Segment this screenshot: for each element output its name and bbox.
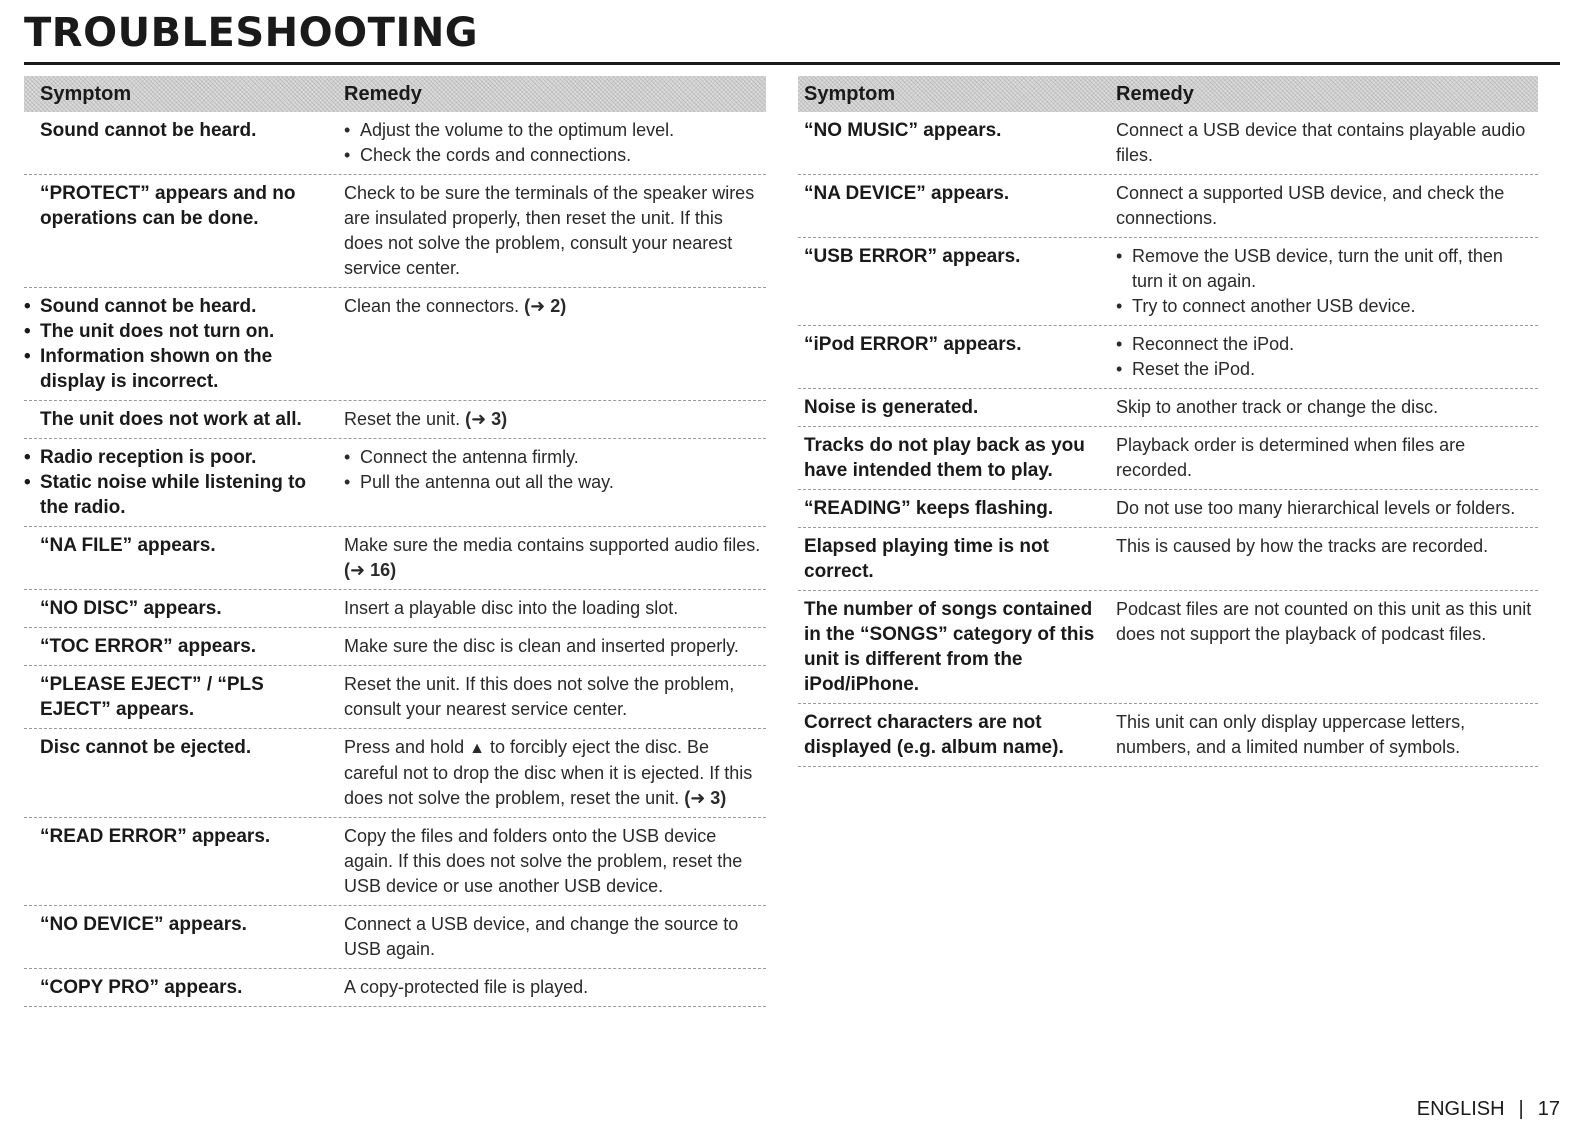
symptom-cell: “PLEASE EJECT” / “PLS EJECT” appears.: [40, 674, 264, 720]
remedy-cell: [342, 533, 766, 583]
table-row: [24, 729, 766, 818]
table-row: [24, 527, 766, 590]
remedy-item: • Check the cords and connections.: [344, 143, 766, 168]
table-row: [798, 591, 1538, 704]
table-row: [798, 175, 1538, 238]
remedy-cell: Connect a supported USB device, and check the connections.: [1116, 183, 1505, 228]
troubleshooting-table-left: [24, 76, 766, 1007]
symptom-header: Symptom: [804, 82, 896, 105]
symptom-item: • Radio reception is poor.: [24, 445, 334, 470]
remedy-cell: Connect a USB device, and change the source to USB again.: [344, 914, 739, 959]
page-reference: (➜ 16): [344, 560, 397, 580]
table-row: [24, 628, 766, 666]
table-header: [798, 76, 1538, 112]
symptom-cell: “iPod ERROR” appears.: [804, 334, 1022, 355]
symptom-cell: “USB ERROR” appears.: [804, 246, 1021, 267]
table-row: [24, 590, 766, 628]
remedy-header: Remedy: [344, 82, 422, 105]
symptom-cell: Disc cannot be ejected.: [40, 737, 252, 758]
remedy-item: • Try to connect another USB device.: [1116, 294, 1538, 319]
remedy-cell: [342, 407, 766, 432]
remedy-cell: [1114, 332, 1538, 382]
remedy-item: • Remove the USB device, turn the unit off, then turn it on again.: [1116, 244, 1538, 294]
symptom-cell: “NO DISC” appears.: [40, 598, 222, 619]
remedy-cell: Podcast files are not counted on this unit as this unit does not support the playback of podcast files.: [1116, 599, 1532, 644]
table-row: [798, 238, 1538, 326]
remedy-cell: Connect a USB device that contains playable audio files.: [1116, 120, 1526, 165]
table-row: [24, 906, 766, 969]
remedy-cell: This unit can only display uppercase letters, numbers, and a limited number of symbols.: [1116, 712, 1466, 757]
symptom-item: • The unit does not turn on.: [24, 319, 334, 344]
remedy-cell: Insert a playable disc into the loading slot.: [344, 598, 679, 618]
remedy-item: • Adjust the volume to the optimum level.: [344, 118, 766, 143]
symptom-cell: “NO MUSIC” appears.: [804, 120, 1002, 141]
remedy-text: to forcibly eject the disc. Be careful not to drop the disc when it is ejected. If this does not solve the problem, reset the unit.: [344, 737, 753, 808]
symptom-cell: Correct characters are not displayed (e.g. album name).: [804, 712, 1064, 758]
remedy-cell: Skip to another track or change the disc.: [1116, 397, 1439, 417]
symptom-cell: The unit does not work at all.: [40, 409, 302, 430]
remedy-cell: This is caused by how the tracks are recorded.: [1116, 536, 1489, 556]
page-footer: [1417, 1098, 1560, 1121]
remedy-cell: [342, 118, 766, 168]
remedy-cell: Copy the files and folders onto the USB device again. If this does not solve the problem, reset the USB device or use another USB device.: [344, 826, 743, 896]
remedy-cell: Do not use too many hierarchical levels or folders.: [1116, 498, 1516, 518]
table-row: [798, 389, 1538, 427]
symptom-cell: [24, 445, 342, 520]
table-header: [24, 76, 766, 112]
table-row: [24, 175, 766, 288]
symptom-cell: “COPY PRO” appears.: [40, 977, 243, 998]
remedy-cell: Reset the unit. If this does not solve the problem, consult your nearest service center.: [344, 674, 735, 719]
symptom-cell: Sound cannot be heard.: [40, 120, 257, 141]
table-row: [24, 112, 766, 175]
symptom-cell: The number of songs contained in the “SONGS” category of this unit is different from the iPod/iPhone.: [804, 599, 1095, 695]
table-row: [798, 112, 1538, 175]
table-row: [24, 969, 766, 1007]
eject-icon: ▲: [469, 740, 485, 757]
table-row: [24, 401, 766, 439]
symptom-cell: Tracks do not play back as you have intended them to play.: [804, 435, 1085, 481]
symptom-cell: “NO DEVICE” appears.: [40, 914, 247, 935]
symptom-cell: “READING” keeps flashing.: [804, 498, 1054, 519]
symptom-cell: “NA FILE” appears.: [40, 535, 216, 556]
remedy-text: Press and hold: [344, 737, 465, 757]
table-row: [24, 288, 766, 401]
symptom-header: Symptom: [40, 82, 132, 105]
table-row: [798, 528, 1538, 591]
remedy-cell: Check to be sure the terminals of the speaker wires are insulated properly, then reset the unit. If this does not solve the problem, consult your nearest service center.: [344, 183, 755, 278]
symptom-cell: [24, 294, 342, 394]
symptom-cell: “PROTECT” appears and no operations can be done.: [40, 183, 296, 229]
page-reference: (➜ 2): [524, 296, 567, 316]
remedy-cell: Make sure the disc is clean and inserted properly.: [344, 636, 739, 656]
title-rule: [24, 62, 1560, 65]
remedy-text: Make sure the media contains supported audio files.: [344, 535, 761, 555]
footer-separator: |: [1518, 1098, 1524, 1120]
page-title: TROUBLESHOOTING: [24, 10, 479, 56]
remedy-cell: [1114, 244, 1538, 319]
remedy-cell: [342, 735, 766, 811]
symptom-cell: “NA DEVICE” appears.: [804, 183, 1010, 204]
remedy-cell: Playback order is determined when files are recorded.: [1116, 435, 1466, 480]
troubleshooting-table-right: [798, 76, 1538, 767]
symptom-cell: “READ ERROR” appears.: [40, 826, 271, 847]
remedy-header: Remedy: [1116, 82, 1194, 105]
table-row: [798, 490, 1538, 528]
footer-language: ENGLISH: [1416, 1098, 1505, 1120]
remedy-item: • Reset the iPod.: [1116, 357, 1538, 382]
remedy-cell: A copy-protected file is played.: [344, 977, 589, 997]
remedy-item: • Pull the antenna out all the way.: [344, 470, 766, 495]
symptom-cell: “TOC ERROR” appears.: [40, 636, 257, 657]
symptom-item: • Sound cannot be heard.: [24, 294, 334, 319]
table-row: [798, 427, 1538, 490]
remedy-item: • Reconnect the iPod.: [1116, 332, 1538, 357]
symptom-cell: Elapsed playing time is not correct.: [804, 536, 1049, 582]
remedy-text: Clean the connectors.: [344, 296, 520, 316]
page-number: 17: [1537, 1098, 1560, 1120]
remedy-cell: [342, 294, 766, 319]
symptom-cell: Noise is generated.: [804, 397, 979, 418]
page-reference: (➜ 3): [684, 788, 727, 808]
table-row: [24, 666, 766, 729]
table-row: [24, 439, 766, 527]
remedy-item: • Connect the antenna firmly.: [344, 445, 766, 470]
table-row: [798, 704, 1538, 767]
table-row: [798, 326, 1538, 389]
remedy-text: Reset the unit.: [344, 409, 461, 429]
table-row: [24, 818, 766, 906]
remedy-cell: [342, 445, 766, 495]
symptom-item: • Static noise while listening to the radio.: [24, 470, 334, 520]
symptom-item: • Information shown on the display is incorrect.: [24, 344, 334, 394]
page-reference: (➜ 3): [465, 409, 508, 429]
